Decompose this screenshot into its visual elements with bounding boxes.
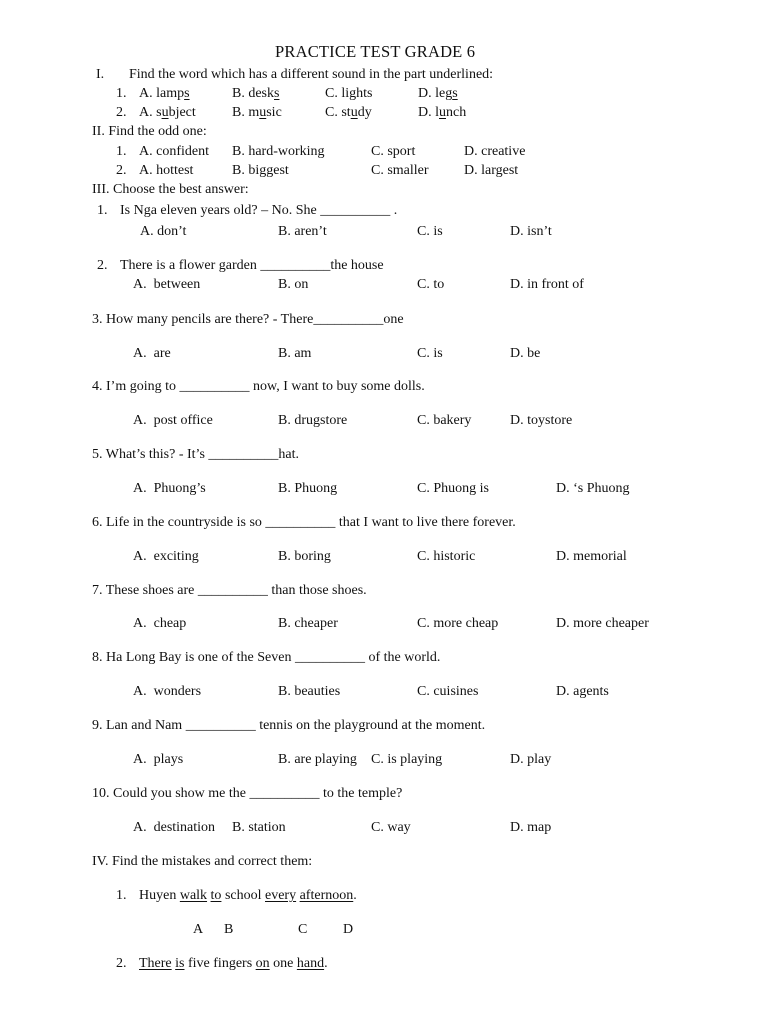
s3-q10-option-c: C. way: [371, 820, 411, 835]
s1-q2-number: 2.: [116, 105, 127, 120]
s2-q1-option-a: A. confident: [139, 144, 209, 159]
s3-q1-option-b: B. aren’t: [278, 224, 327, 239]
s2-q1-option-d: D. creative: [464, 144, 526, 159]
s3-q10-text: 10. Could you show me the __________ to the temple?: [92, 786, 403, 801]
s3-q9-option-a: A. plays: [133, 752, 184, 767]
s4-q2-number: 2.: [116, 956, 127, 971]
s3-q5-option-a: A. Phuong’s: [133, 481, 206, 496]
s2-q1-number: 1.: [116, 144, 127, 159]
s4-q2-sentence: There is five fingers on one hand.: [139, 956, 328, 971]
section-4-heading: IV. Find the mistakes and correct them:: [92, 854, 313, 869]
s4-q1-label-c: C: [298, 922, 308, 937]
s1-q2-option-b: B. music: [232, 105, 282, 120]
section-2-heading: II. Find the odd one:: [92, 124, 207, 139]
s3-q6-option-a: A. exciting: [133, 549, 199, 564]
s3-q7-option-b: B. cheaper: [278, 616, 338, 631]
s3-q5-option-c: C. Phuong is: [417, 481, 489, 496]
s2-q1-option-b: B. hard-working: [232, 144, 325, 159]
s3-q10-option-b: B. station: [232, 820, 286, 835]
s1-q2-option-a: A. subject: [139, 105, 196, 120]
s1-q2-option-d: D. lunch: [418, 105, 467, 120]
s3-q7-option-a: A. cheap: [133, 616, 187, 631]
s3-q5-text: 5. What’s this? - It’s __________hat.: [92, 447, 299, 462]
s3-q7-option-c: C. more cheap: [417, 616, 499, 631]
s3-q9-option-d: D. play: [510, 752, 552, 767]
s3-q8-text: 8. Ha Long Bay is one of the Seven __________ of the world.: [92, 650, 441, 665]
s3-q6-option-d: D. memorial: [556, 549, 627, 564]
s3-q10-option-a: A. destination: [133, 820, 216, 835]
s3-q2-option-d: D. in front of: [510, 277, 584, 292]
s3-q3-option-b: B. am: [278, 346, 312, 361]
s1-q1-option-b: B. desks: [232, 86, 280, 101]
s3-q2-number: 2.: [97, 258, 108, 273]
s3-q7-text: 7. These shoes are __________ than those shoes.: [92, 583, 367, 598]
s3-q4-option-b: B. drugstore: [278, 413, 348, 428]
s4-q1-sentence: Huyen walk to school every afternoon.: [139, 888, 357, 903]
section-1-heading: Find the word which has a different sound in the part underlined:: [129, 67, 494, 82]
s3-q1-option-a: A. don’t: [140, 224, 187, 239]
s2-q2-number: 2.: [116, 163, 127, 178]
s1-q1-option-a: A. lamps: [139, 86, 190, 101]
s2-q2-option-d: D. largest: [464, 163, 519, 178]
s3-q9-option-b: B. are playing: [278, 752, 357, 767]
s3-q8-option-a: A. wonders: [133, 684, 202, 699]
s3-q5-option-b: B. Phuong: [278, 481, 338, 496]
s3-q4-option-c: C. bakery: [417, 413, 472, 428]
s4-q1-number: 1.: [116, 888, 127, 903]
section-3-heading: III. Choose the best answer:: [92, 182, 249, 197]
s3-q6-option-b: B. boring: [278, 549, 331, 564]
s4-q1-label-b: B: [224, 922, 234, 937]
s4-q1-label-a: A: [193, 922, 204, 937]
s1-q1-number: 1.: [116, 86, 127, 101]
s3-q1-text: Is Nga eleven years old? – No. She __________ .: [120, 203, 398, 218]
s3-q5-option-d: D. ‘s Phuong: [556, 481, 630, 496]
s4-q1-label-d: D: [343, 922, 354, 937]
s3-q4-option-d: D. toystore: [510, 413, 573, 428]
s3-q3-text: 3. How many pencils are there? - There__________one: [92, 312, 404, 327]
page-title: PRACTICE TEST GRADE 6: [275, 42, 476, 61]
s3-q1-option-d: D. isn’t: [510, 224, 552, 239]
s3-q8-option-c: C. cuisines: [417, 684, 479, 699]
s3-q2-option-b: B. on: [278, 277, 309, 292]
s3-q10-option-d: D. map: [510, 820, 552, 835]
s3-q8-option-b: B. beauties: [278, 684, 341, 699]
s3-q3-option-c: C. is: [417, 346, 443, 361]
s2-q1-option-c: C. sport: [371, 144, 416, 159]
s3-q8-option-d: D. agents: [556, 684, 609, 699]
s3-q1-option-c: C. is: [417, 224, 443, 239]
s1-q1-option-c: C. lights: [325, 86, 373, 101]
s1-q2-option-c: C. study: [325, 105, 372, 120]
s3-q7-option-d: D. more cheaper: [556, 616, 649, 631]
s3-q1-number: 1.: [97, 203, 108, 218]
s3-q3-option-d: D. be: [510, 346, 541, 361]
s3-q2-option-a: A. between: [133, 277, 201, 292]
s3-q4-option-a: A. post office: [133, 413, 213, 428]
s3-q2-option-c: C. to: [417, 277, 445, 292]
s3-q9-option-c: C. is playing: [371, 752, 443, 767]
s2-q2-option-a: A. hottest: [139, 163, 194, 178]
s3-q2-text: There is a flower garden __________the house: [120, 258, 384, 273]
s3-q4-text: 4. I’m going to __________ now, I want to buy some dolls.: [92, 379, 425, 394]
s2-q2-option-c: C. smaller: [371, 163, 429, 178]
s3-q9-text: 9. Lan and Nam __________ tennis on the playground at the moment.: [92, 718, 486, 733]
s3-q6-text: 6. Life in the countryside is so __________ that I want to live there forever.: [92, 515, 516, 530]
s1-q1-option-d: D. legs: [418, 86, 458, 101]
s3-q3-option-a: A. are: [133, 346, 171, 361]
s2-q2-option-b: B. biggest: [232, 163, 289, 178]
section-1-number: I.: [96, 67, 105, 82]
s3-q6-option-c: C. historic: [417, 549, 476, 564]
